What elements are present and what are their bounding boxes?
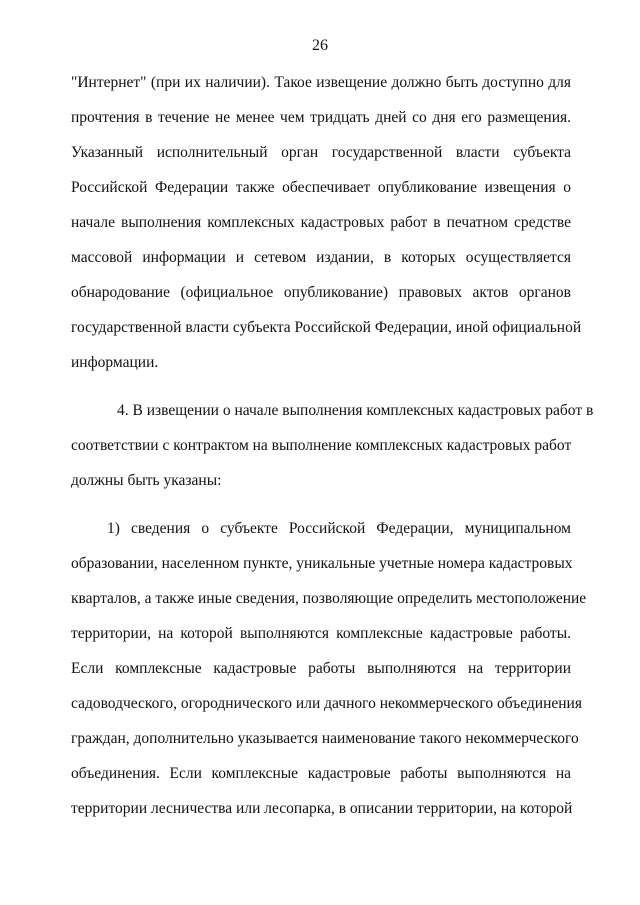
text-line: соответствии с контрактом на выполнение комплексных кадастровых работ: [71, 437, 572, 454]
text-line: Российской Федерации также обеспечивает опубликование извещения о: [71, 179, 571, 196]
page-number: 26: [312, 37, 328, 54]
document-body: [71, 73, 594, 834]
paragraph-3: [71, 519, 587, 834]
text-line: 1) сведения о субъекте Российской Федерации, муниципальном: [107, 520, 571, 537]
text-line: должны быть указаны:: [71, 472, 222, 489]
text-line: территории лесничества или лесопарка, в описании территории, на которой: [71, 800, 573, 817]
text-line: обнародование (официальное опубликование) правовых актов органов: [71, 284, 571, 301]
text-line: информации.: [71, 354, 159, 371]
text-line: "Интернет" (при их наличии). Такое извещение должно быть доступно для: [71, 74, 571, 91]
text-line: образовании, населенном пункте, уникальные учетные номера кадастровых: [71, 555, 573, 572]
text-line: объединения. Если комплексные кадастровые работы выполняются на: [71, 765, 571, 782]
text-line: начале выполнения комплексных кадастровых работ в печатном средстве: [71, 214, 571, 231]
text-line: садоводческого, огороднического или дачного некоммерческого объединения: [71, 695, 582, 712]
text-line: массовой информации и сетевом издании, в которых осуществляется: [71, 249, 571, 266]
text-line: Если комплексные кадастровые работы выполняются на территории: [71, 660, 571, 677]
text-line: кварталов, а также иные сведения, позволяющие определить местоположение: [71, 590, 587, 607]
text-line: 4. В извещении о начале выполнения комплексных кадастровых работ в: [117, 402, 594, 419]
paragraph-1: [71, 73, 582, 388]
paragraph-2: [71, 401, 594, 506]
text-line: государственной власти субъекта Российской Федерации, иной официальной: [71, 319, 582, 336]
text-line: Указанный исполнительный орган государственной власти субъекта: [71, 144, 571, 161]
text-line: граждан, дополнительно указывается наименование такого некоммерческого: [71, 730, 579, 747]
text-line: прочтения в течение не менее чем тридцать дней со дня его размещения.: [71, 109, 571, 126]
text-line: территории, на которой выполняются комплексные кадастровые работы.: [71, 625, 571, 642]
